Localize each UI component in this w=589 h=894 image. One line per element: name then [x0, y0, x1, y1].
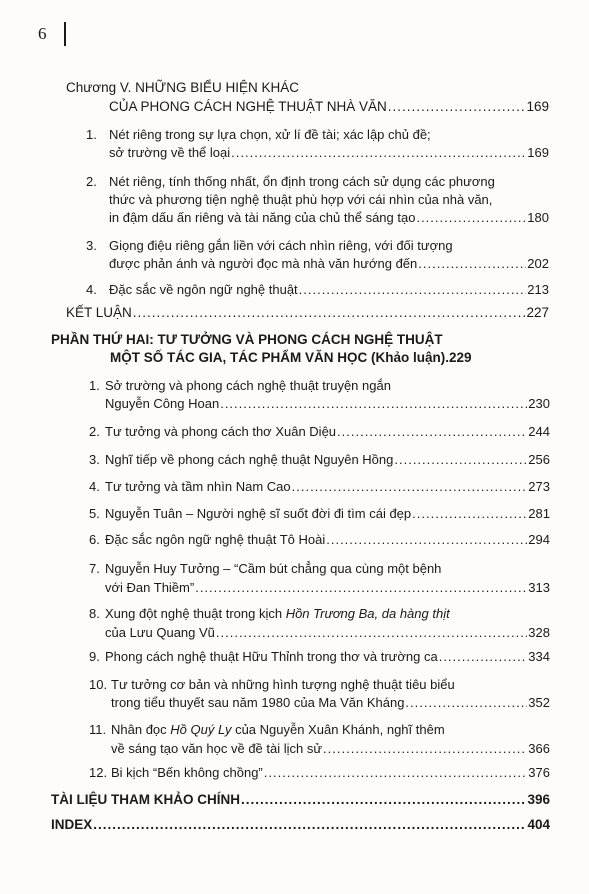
page-ref: 328: [528, 625, 550, 640]
dot-leader: [216, 625, 527, 641]
page-ref: 376: [528, 765, 550, 780]
item-text: Nét riêng trong sự lựa chọn, xử lí đề tài; xác lập chủ đề;: [109, 127, 431, 142]
page-ref: 334: [528, 649, 550, 664]
toc-entry-index[interactable]: [51, 817, 550, 833]
dot-leader: [133, 305, 526, 321]
part-title-line2: MỘT SỐ TÁC GIA, TÁC PHẨM VĂN HỌC (Khảo luận).: [110, 350, 449, 365]
page-ref: 352: [528, 695, 550, 710]
item-text: trong tiểu thuyết sau năm 1980 của Ma Văn Kháng: [111, 695, 405, 710]
item-text: với Đan Thiềm”: [105, 580, 195, 595]
toc-entry[interactable]: [105, 396, 550, 412]
dot-leader: [394, 452, 527, 468]
dot-leader: [416, 210, 526, 226]
toc-entry[interactable]: [105, 649, 550, 665]
dot-leader: [418, 256, 526, 272]
item-number: 7.: [89, 561, 100, 576]
page-ref: 256: [528, 452, 550, 467]
item-text: của Nguyễn Xuân Khánh, nghĩ thêm: [231, 722, 445, 737]
page-ref: 366: [528, 741, 550, 756]
item-text: Đặc sắc về ngôn ngữ nghệ thuật: [109, 282, 298, 297]
toc-entry[interactable]: [105, 452, 550, 468]
chapter-title-line2: CỦA PHONG CÁCH NGHỆ THUẬT NHÀ VĂN: [109, 99, 387, 114]
item-text: Nguyễn Tuân – Người nghệ sĩ suốt đời đi tìm cái đẹp: [105, 506, 412, 521]
references-label: TÀI LIỆU THAM KHẢO CHÍNH: [51, 792, 240, 807]
page-ref: 227: [526, 305, 549, 320]
item-text: sở trường về thể loại: [109, 145, 231, 160]
page-ref: 313: [528, 580, 550, 595]
item-text: Đặc sắc ngôn ngữ nghệ thuật Tô Hoài: [105, 532, 326, 547]
page-ref: 213: [527, 282, 549, 297]
index-label: INDEX: [51, 817, 93, 832]
toc-entry[interactable]: [105, 532, 550, 548]
toc-entry[interactable]: [111, 741, 550, 757]
item-text: Bi kịch “Bến không chồng”: [111, 765, 263, 780]
page-ref: 169: [527, 145, 549, 160]
toc-entry-chapter5[interactable]: [109, 99, 549, 115]
item-number: 12.: [89, 765, 108, 780]
item-text: Nguyễn Huy Tưởng – “Cầm bút chẳng qua cùng một bệnh: [105, 561, 442, 576]
toc-entry[interactable]: [105, 506, 550, 522]
page-ref: 396: [527, 792, 550, 807]
toc-entry[interactable]: [111, 695, 550, 711]
toc-entry-conclusion[interactable]: [66, 305, 549, 321]
toc-entry[interactable]: [109, 282, 549, 298]
dot-leader: [323, 741, 527, 757]
dot-leader: [388, 99, 526, 115]
item-number: 11.: [89, 722, 107, 737]
item-text: Sở trường và phong cách nghệ thuật truyện ngắn: [105, 378, 391, 393]
dot-leader: [231, 145, 526, 161]
dot-leader: [439, 649, 528, 665]
toc-entry[interactable]: [109, 210, 549, 226]
item-text: Nghĩ tiếp về phong cách nghệ thuật Nguyên Hồng: [105, 452, 394, 467]
page-ref: 294: [528, 532, 550, 547]
page-ref: 404: [527, 817, 550, 832]
item-number: 5.: [89, 506, 100, 521]
item-number: 2.: [89, 424, 100, 439]
dot-leader: [299, 282, 527, 298]
page-ref: 273: [528, 479, 550, 494]
dot-leader: [93, 817, 526, 833]
page-ref: 180: [527, 210, 549, 225]
item-text: Tư tưởng cơ bản và những hình tượng nghệ thuật tiêu biểu: [111, 677, 455, 692]
item-text: Tư tưởng và tầm nhìn Nam Cao: [105, 479, 291, 494]
item-text: của Lưu Quang Vũ: [105, 625, 215, 640]
toc-entry[interactable]: [105, 580, 550, 596]
page-number-divider: [64, 22, 66, 46]
item-text: Nhân đọc: [111, 722, 171, 737]
item-number: 8.: [89, 606, 100, 621]
item-text: Phong cách nghệ thuật Hữu Thỉnh trong thơ và trường ca: [105, 649, 438, 664]
toc-entry[interactable]: [105, 424, 550, 440]
dot-leader: [412, 506, 527, 522]
dot-leader: [220, 396, 527, 412]
page-ref: 230: [528, 396, 550, 411]
work-title: Hồn Trương Ba, da hàng thịt: [285, 606, 450, 621]
item-text: Tư tưởng và phong cách thơ Xuân Diệu: [105, 424, 337, 439]
item-text: Nét riêng, tính thống nhất, ổn định trong cách sử dụng các phương: [109, 174, 495, 189]
toc-entry[interactable]: [109, 145, 549, 161]
page-ref: 169: [526, 99, 549, 114]
item-text: Xung đột nghệ thuật trong kịch: [105, 606, 286, 621]
item-number: 3.: [89, 452, 100, 467]
toc-entry[interactable]: [105, 479, 550, 495]
dot-leader: [337, 424, 527, 440]
item-number: 6.: [89, 532, 100, 547]
page-ref: 202: [527, 256, 549, 271]
toc-entry-references[interactable]: [51, 792, 550, 808]
item-text-line: [105, 606, 450, 622]
page-ref: 281: [528, 506, 550, 521]
toc-entry-part2[interactable]: [110, 350, 550, 366]
page-ref: 244: [528, 424, 550, 439]
work-title: Hồ Quý Ly: [170, 722, 232, 737]
toc-entry[interactable]: [111, 765, 550, 781]
page-ref: 229: [449, 350, 472, 365]
item-text: Nguyễn Công Hoan: [105, 396, 220, 411]
toc-entry[interactable]: [105, 625, 550, 641]
item-number: 3.: [86, 238, 97, 253]
dot-leader: [264, 765, 528, 781]
item-text: về sáng tạo văn học về đề tài lịch sử: [111, 741, 323, 756]
item-number: 2.: [86, 174, 97, 189]
chapter-title-line1: Chương V. NHỮNG BIỂU HIỆN KHÁC: [66, 80, 299, 95]
conclusion-label: KẾT LUẬN: [66, 305, 132, 320]
dot-leader: [292, 479, 528, 495]
part-title-line1: PHẦN THỨ HAI: TƯ TƯỞNG VÀ PHONG CÁCH NGHỆ THUẬT: [51, 332, 443, 347]
dot-leader: [195, 580, 527, 596]
item-number: 4.: [86, 282, 97, 297]
item-text: thức và phương tiện nghệ thuật phù hợp với cái nhìn của nhà văn,: [109, 192, 493, 207]
item-text-line: [111, 722, 445, 738]
item-text: Giọng điệu riêng gắn liền với cách nhìn riêng, với đối tượng: [109, 238, 453, 253]
toc-entry[interactable]: [109, 256, 549, 272]
item-text: in đậm dấu ấn riêng và tài năng của chủ thể sáng tạo: [109, 210, 416, 225]
dot-leader: [326, 532, 527, 548]
item-number: 1.: [86, 127, 97, 142]
page-number: 6: [38, 24, 47, 43]
item-number: 4.: [89, 479, 100, 494]
dot-leader: [241, 792, 526, 808]
item-text: được phản ánh và người đọc mà nhà văn hướng đến: [109, 256, 418, 271]
dot-leader: [405, 695, 527, 711]
item-number: 10.: [89, 677, 108, 692]
item-number: 9.: [89, 649, 100, 664]
item-number: 1.: [89, 378, 100, 393]
